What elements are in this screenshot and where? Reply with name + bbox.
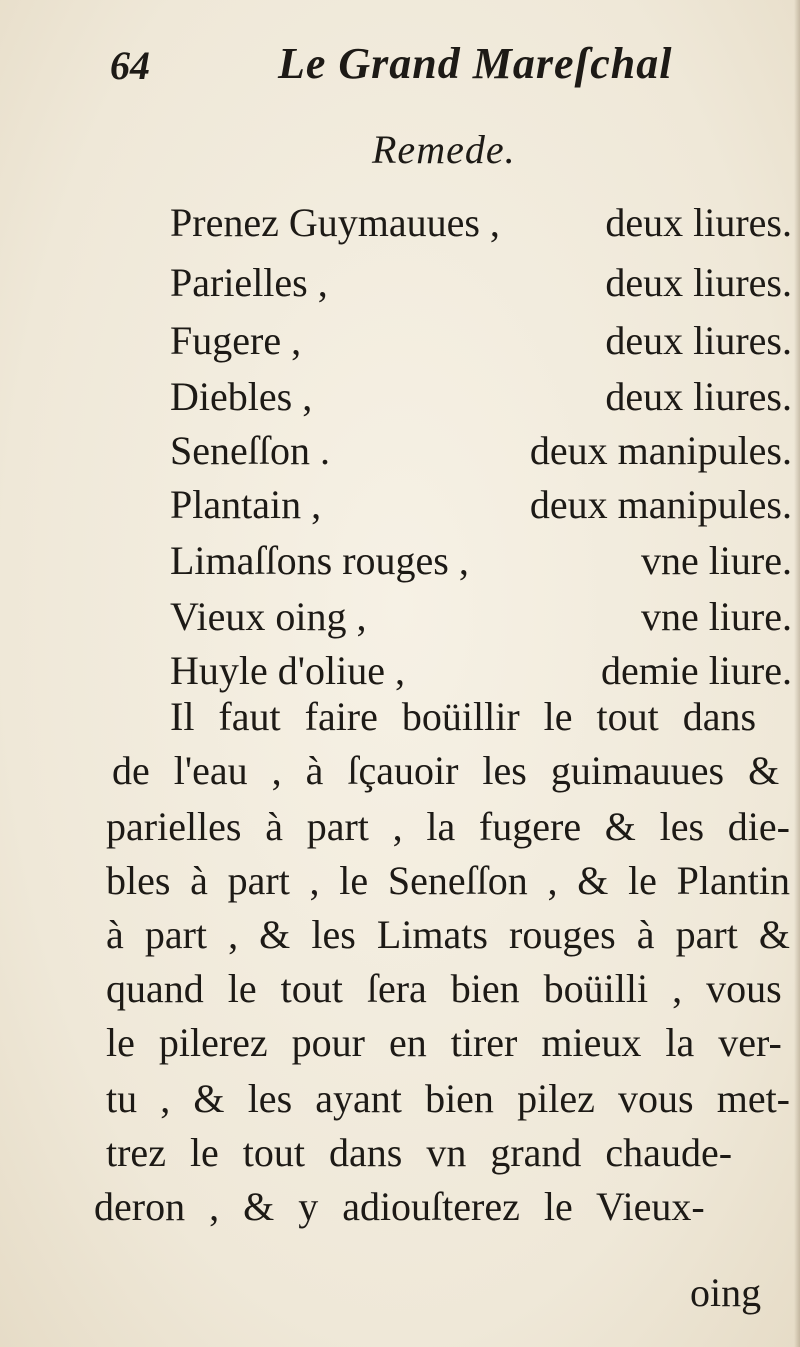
running-title: Le Grand Mareſchal bbox=[278, 39, 673, 88]
ingredient-quantity: vne liure. bbox=[640, 538, 792, 583]
paragraph-line: deron , & y adiouſterez le Vieux- bbox=[94, 1184, 705, 1229]
ingredient-row bbox=[170, 196, 792, 250]
ingredient-quantity: deux liures. bbox=[605, 200, 792, 245]
ingredient-quantity: deux manipules. bbox=[529, 428, 792, 473]
ingredient-row bbox=[170, 314, 792, 368]
ingredient-name: Prenez Guymauues , bbox=[170, 200, 500, 245]
ingredient-name: Parielles , bbox=[170, 260, 328, 305]
ingredient-name: Diebles , bbox=[170, 374, 313, 419]
ingredient-row bbox=[170, 534, 792, 588]
ingredient-row bbox=[170, 370, 792, 424]
ingredient-row bbox=[170, 256, 792, 310]
section-heading: Remede. bbox=[372, 127, 516, 172]
ingredient-row bbox=[170, 590, 792, 644]
page-number: 64 bbox=[110, 43, 150, 88]
running-head bbox=[100, 32, 780, 92]
ingredient-quantity: deux liures. bbox=[605, 260, 792, 305]
paragraph-line: tu , & les ayant bien pilez vous met- bbox=[106, 1076, 790, 1121]
ingredient-name: Huyle d'oliue , bbox=[170, 648, 405, 693]
ingredient-row bbox=[170, 424, 792, 478]
ingredient-name: Fugere , bbox=[170, 318, 302, 363]
ingredient-quantity: deux manipules. bbox=[529, 482, 792, 527]
ingredient-name: Limaſſons rouges , bbox=[170, 538, 469, 583]
paragraph-line: trez le tout dans vn grand chaude- bbox=[106, 1130, 733, 1175]
paragraph-line: bles à part , le Seneſſon , & le Plantin bbox=[106, 858, 790, 903]
paragraph-line: parielles à part , la fugere & les die- bbox=[106, 804, 790, 849]
paragraph-line: quand le tout ſera bien boüilli , vous bbox=[106, 966, 782, 1011]
ingredient-quantity: deux liures. bbox=[605, 318, 792, 363]
ingredient-quantity: vne liure. bbox=[640, 594, 792, 639]
catchword: oing bbox=[690, 1270, 762, 1315]
ingredient-quantity: demie liure. bbox=[600, 648, 792, 693]
paragraph-line: à part , & les Limats rouges à part & bbox=[106, 912, 790, 957]
ingredient-quantity: deux liures. bbox=[605, 374, 792, 419]
ingredient-name: Vieux oing , bbox=[170, 594, 367, 639]
ingredient-name: Plantain , bbox=[170, 482, 322, 527]
paragraph-line: de l'eau , à ſçauoir les guimauues & bbox=[112, 748, 780, 793]
paragraph-line: Il faut faire boüillir le tout dans bbox=[170, 694, 757, 739]
page-edge-shadow bbox=[794, 0, 800, 1347]
ingredient-row bbox=[170, 478, 792, 532]
ingredient-name: Seneſſon . bbox=[170, 428, 330, 473]
paragraph-line: le pilerez pour en tirer mieux la ver- bbox=[106, 1020, 782, 1065]
